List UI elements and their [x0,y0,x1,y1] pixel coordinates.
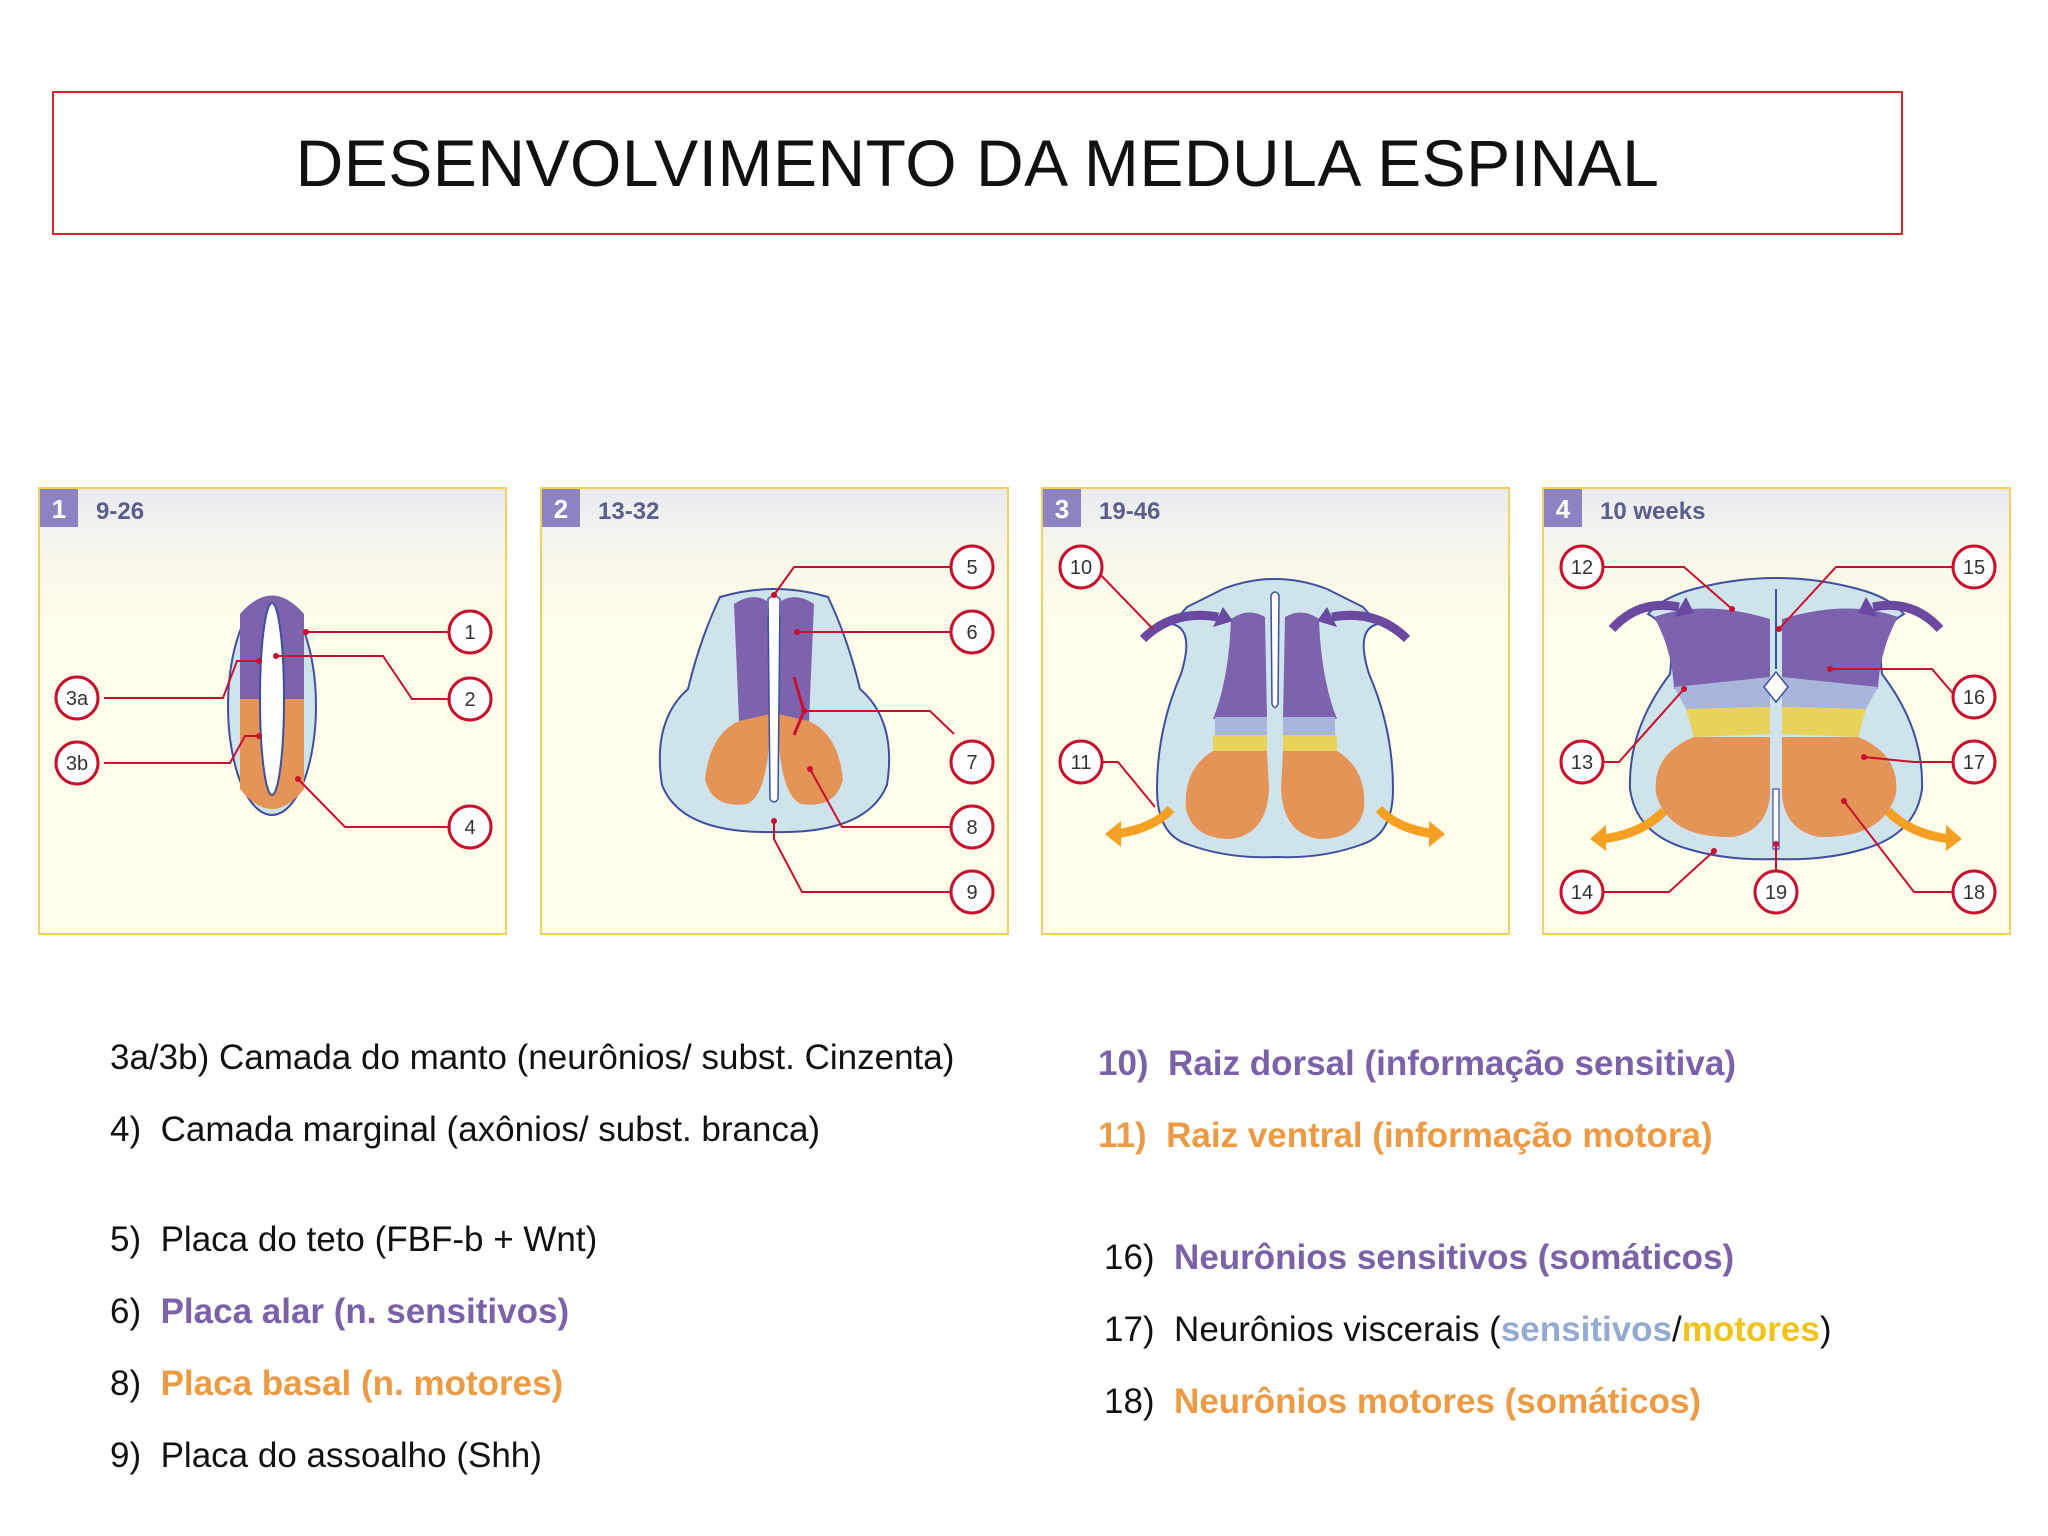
panel-4-number: 4 [1555,494,1571,524]
legend-num: 17) [1104,1310,1155,1349]
panel-3-diagram [1043,489,1512,937]
legend-item-5 [110,1220,597,1260]
legend-num: 16) [1104,1238,1155,1277]
callout-1-label: 1 [464,622,476,644]
legend-text: Raiz ventral (informação motora) [1166,1116,1713,1155]
panel-stage-1 [38,487,507,935]
panel-2-diagram [542,489,1011,937]
legend-text-motor: motores [1681,1310,1820,1349]
panel-1-label: 9-26 [96,498,145,525]
callout-10-label: 10 [1069,557,1093,579]
panel-stage-2 [540,487,1009,935]
legend-num: 3a/3b) [110,1038,210,1077]
callout-11-label: 11 [1070,752,1092,774]
central-canal-2 [768,596,780,802]
panel-2-label: 13-32 [598,498,660,525]
neural-canal [260,603,284,795]
callout-9-label: 9 [966,882,978,904]
page-title: DESENVOLVIMENTO DA MEDULA ESPINAL [295,126,1660,200]
alar-plate-left [734,597,770,724]
callout-6-label: 6 [966,622,978,644]
legend-num: 9) [110,1436,142,1475]
basal-plate-3-left [1186,751,1269,839]
callout-2-label: 2 [464,689,476,711]
ventral-root-arrow-left [1115,809,1171,834]
panel-2-number: 2 [553,494,569,524]
callout-15-label: 15 [1962,557,1986,579]
callout-18-label: 18 [1962,882,1986,904]
callout-5-label: 5 [966,557,978,579]
alar-plate-right [778,597,814,724]
legend-num: 11) [1098,1116,1147,1155]
legend-item-9 [110,1436,542,1476]
panel-stage-4 [1542,487,2011,935]
legend-text: Neurônios motores (somáticos) [1174,1382,1702,1421]
panel-3-number: 3 [1054,494,1070,524]
legend-close-paren: ) [1819,1310,1832,1349]
legend-slash: / [1672,1310,1682,1349]
legend-text: Neurônios sensitivos (somáticos) [1174,1238,1735,1277]
legend-text: Camada marginal (axônios/ subst. branca) [160,1110,821,1149]
legend-text-sensitive: sensitivos [1500,1310,1673,1349]
legend-num: 18) [1104,1382,1155,1421]
panel-3-label: 19-46 [1099,498,1161,525]
legend-item-17 [1104,1310,1832,1350]
legend-text: Camada do manto (neurônios/ subst. Cinzenta) [218,1038,955,1077]
legend-text: Raiz dorsal (informação sensitiva) [1168,1044,1736,1083]
callout-17-label: 17 [1962,752,1986,774]
legend-item-4 [110,1110,820,1150]
ventral-root-arrow-right [1379,809,1435,834]
legend-text: Placa basal (n. motores) [160,1364,564,1403]
legend-item-8 [110,1364,563,1404]
legend-item-11 [1098,1116,1713,1156]
legend-num: 8) [110,1364,142,1403]
panel-4-diagram [1544,489,2013,937]
callout-4-label: 4 [464,817,476,839]
callout-3b-label: 3b [65,753,89,775]
callout-12-label: 12 [1570,557,1594,579]
legend-item-3a3b [110,1038,954,1078]
legend-text: Placa alar (n. sensitivos) [160,1292,570,1331]
legend-num: 10) [1098,1044,1149,1083]
legend-text: Placa do teto (FBF-b + Wnt) [160,1220,598,1259]
callout-19-label: 19 [1764,882,1788,904]
panel-stage-3 [1041,487,1510,935]
panel-1-number: 1 [51,494,67,524]
legend-num: 5) [110,1220,142,1259]
callout-8-label: 8 [966,817,978,839]
panel-1-diagram [40,489,509,937]
legend-item-18 [1104,1382,1701,1422]
callout-14-label: 14 [1570,882,1594,904]
callout-13-label: 13 [1570,752,1594,774]
legend-num: 6) [110,1292,142,1331]
legend-text: Placa do assoalho (Shh) [160,1436,542,1475]
basal-plate-3-right [1281,751,1364,839]
legend-item-16 [1104,1238,1734,1278]
callout-3a-label: 3a [65,688,89,710]
legend-item-6 [110,1292,569,1332]
legend-text: Neurônios viscerais ( [1174,1310,1501,1349]
callout-7-label: 7 [966,752,978,774]
legend-num: 4) [110,1110,142,1149]
legend-item-10 [1098,1044,1736,1084]
callout-16-label: 16 [1962,687,1986,709]
panel-4-label: 10 weeks [1600,498,1706,525]
title-box [52,91,1903,235]
